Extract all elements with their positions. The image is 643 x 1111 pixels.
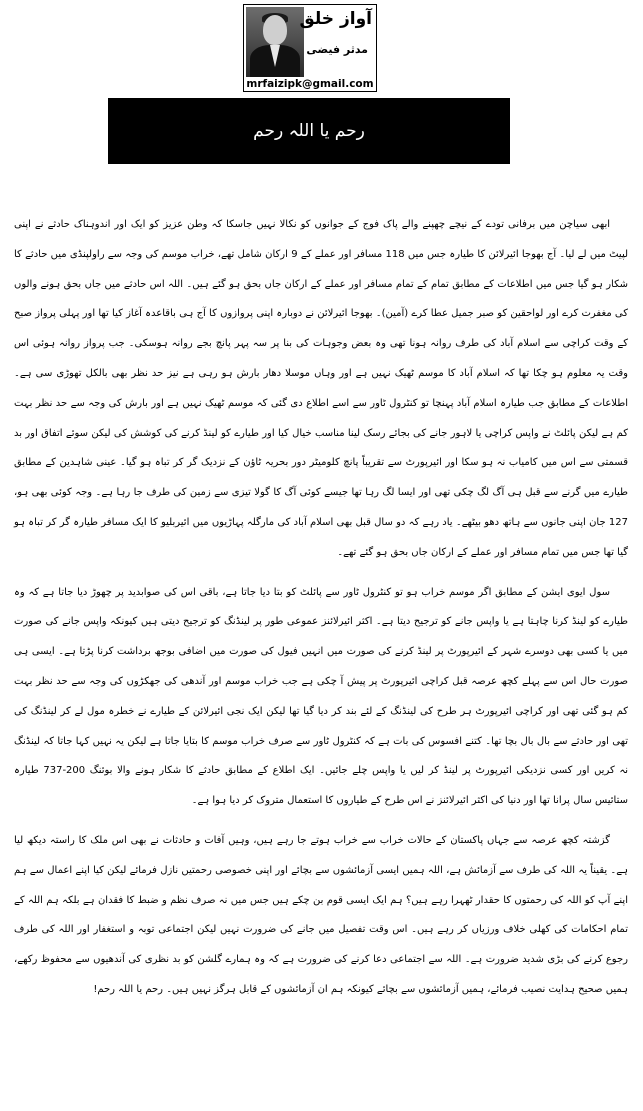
- author-photo: [246, 7, 304, 77]
- article-paragraph: گزشتہ کچھ عرصہ سے جہاں پاکستان کے حالات خراب سے خراب ہوتے جا رہے ہیں، وہیں آفات و حادثات نے بھی اس ملک کا راستہ دیکھ لیا ہے۔ یقیناً یہ اللہ کی طرف سے آزمائش ہے، اللہ ہمیں ایسی آزمائشوں سے بچائے اور اپنی خصوصی رحمتیں نازل فرمائے لیکن کیا اپنے اعمال سے ہم اپنے آپ کو اللہ کی رحمتوں کا حقدار ٹھہرا رہے ہیں؟ ہم ایک ایسی قوم بن چکے ہیں جس میں نہ صرف نظم و ضبط کا فقدان ہے بلکہ ہم اللہ کے تمام احکامات کی کھلی خلاف ورزیاں کر رہے ہیں۔ اس وقت تفصیل میں جانے کی ضرورت نہیں لیکن اجتماعی توبہ و استغفار اور اللہ کی طرف رجوع کرنے کی بڑی شدید ضرورت ہے۔ اللہ سے اجتماعی دعا کرنے کی ضرورت ہے کہ وہ ہمارے گلشن کو بد نظری کی آندھیوں سے محفوظ رکھے، ہمیں صحیح ہدایت نصیب فرمائے، ہمیں آزمائشوں سے بچائے کیونکہ ہم ان آزمائشوں کے قابل ہرگز نہیں ہیں۔ رحم یا اللہ رحم!: [14, 834, 628, 995]
- article-body: [14, 210, 628, 1005]
- author-email: mrfaizipk@gmail.com: [246, 78, 374, 90]
- column-name: آواز خلق: [299, 9, 372, 29]
- column-masthead: [243, 4, 377, 92]
- article-paragraph: ابھی سیاچن میں برفانی تودے کے نیچے چھپنے والے پاک فوج کے جوانوں کو نکالا نہیں جاسکا کہ وطن عزیز کو ایک اور اندوہناک حادثے نے اپنی لپیٹ میں لے لیا۔ آج بھوجا ائیرلائن کا طیارہ جس میں 118 مسافر اور عملے کے 9 ارکان شامل تھے، خراب موسم کی وجہ سے راولپنڈی میں حادثے کا شکار ہو گیا جس میں اطلاعات کے مطابق تمام کے تمام مسافر اور عملے کے ارکان جاں بحق ہو گئے ہیں۔ اللہ اس حادثے میں جاں بحق ہونے والوں کی مغفرت کرے اور لواحقین کو صبر جمیل عطا کرے (آمین)۔ بھوجا ائیرلائن نے دوبارہ اپنی پروازوں کا آج ہی باقاعدہ آغاز کیا تھا اور پہلی پرواز صبح کے وقت کراچی سے اسلام آباد کی طرف روانہ ہونا تھی وہ بعض وجوہات کی بنا پر سہ پہر پانچ بجے روانہ ہوسکی۔ جب پرواز روانہ ہوئی اس وقت یہ معلوم ہو چکا تھا کہ اسلام آباد کا موسم ٹھیک نہیں ہے اور وہاں موسلا دھار بارش ہو رہی ہے نیز حد نظر بھی بالکل تھوڑی سی ہے۔ اطلاعات کے مطابق جب طیارہ اسلام آباد پہنچا تو کنٹرول ٹاور سے اسے اطلاع دی گئی کہ موسم ٹھیک نہیں ہے اور بارش کی وجہ سے حد نظر بہت کم ہے لیکن پائلٹ نے واپس کراچی یا لاہور جانے کی بجائے رسک لینا مناسب خیال کیا اور طیارے کو لینڈ کرنے کی کوشش کی لیکن سوئے اتفاق اور بد قسمتی سے اس میں کامیاب نہ ہو سکا اور ائیرپورٹ سے تقریباً پانچ کلومیٹر دور بحریہ ٹاؤن کے نزدیک گر کر تباہ ہو گیا۔ عینی شاہدین کے مطابق طیارے میں گرنے سے قبل ہی آگ لگ چکی تھی اور ایسا لگ رہا تھا جیسے کوئی آگ کا گولا تیزی سے زمین کی طرف جا رہا ہے۔ وجہ کوئی بھی ہو، 127 جان اپنی جانوں سے ہاتھ دھو بیٹھے۔ یاد رہے کہ دو سال قبل بھی اسلام آباد کی مارگلہ پہاڑیوں میں ائیربلیو کا ایک مسافر طیارہ گر کر تباہ ہو گیا تھا جس میں تمام مسافر اور عملے کے ارکان جاں بحق ہو گئے تھے۔: [14, 219, 629, 558]
- article-paragraph: سول ایوی ایشن کے مطابق اگر موسم خراب ہو تو کنٹرول ٹاور سے پائلٹ کو بتا دیا جاتا ہے، باقی اس کی صوابدید پر چھوڑ دیا جاتا ہے کہ وہ طیارے کو لینڈ کرنا چاہتا ہے یا واپس جانے کو ترجیح دیتا ہے۔ اکثر ائیرلائنز عموعی طور پر لینڈنگ کو ترجیح دیتی ہیں کیونکہ واپس جانے کی صورت میں یا کسی بھی دوسرے شہر کے ائیرپورٹ پر لینڈ کرنے کی صورت میں انہیں فیول کی صورت میں اضافی بوجھ برداشت کرنا پڑتا ہے۔ ایسی ہی صورت حال اس سے پہلے کچھ عرصہ قبل کراچی ائیرپورٹ پر پیش آ چکی ہے جب خراب موسم اور آندھی کی جھکڑوں کی وجہ سے حد نظر بہت کم ہو گئی تھی اور کراچی ائیرپورٹ ہر طرح کی لینڈنگ کے لئے بند کر دیا گیا تھا لیکن ایک نجی ائیرلائن کے طیارے نے خطرہ مول لے کر لینڈنگ کی تھی اور حادثے سے بال بال بچا تھا۔ کتنے افسوس کی بات ہے کہ کنٹرول ٹاور سے صرف خراب موسم کا بتایا جاتا ہے لیکن یہ نہیں کہا جاتا کہ لینڈنگ نہ کریں اور کسی نزدیکی ائیرپورٹ پر لینڈ کر لیں یا واپس چلے جائیں۔ ایک اطلاع کے مطابق حادثے کا شکار ہونے والا بوئنگ 200-737 طیارہ ستائیس سال پرانا تھا اور دنیا کی اکثر ائیرلائنز نے اس طرح کے طیاروں کا استعمال متروک کر دیا ہوا ہے۔: [14, 586, 629, 807]
- article-title-banner: [108, 98, 510, 164]
- author-name: مدثر فیضی: [306, 43, 368, 56]
- article-title: رحم یا اللہ رحم: [253, 121, 365, 141]
